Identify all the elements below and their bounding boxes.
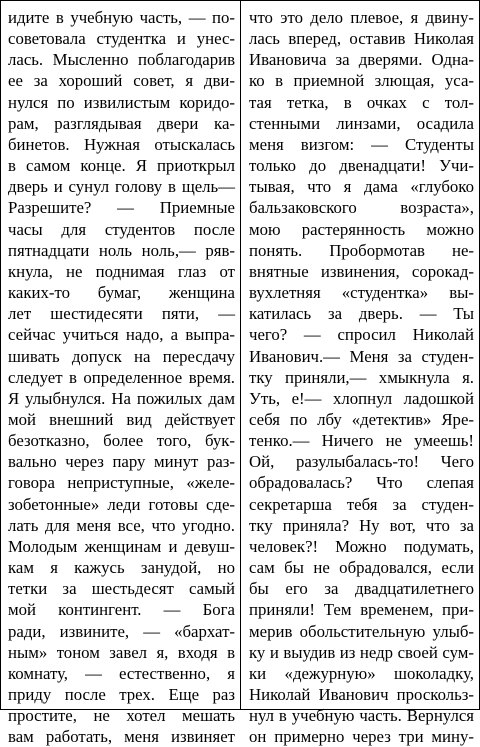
text-line: мою растерянность можно xyxy=(249,219,474,239)
text-line: стенными линзами, осадила xyxy=(249,113,474,133)
text-line: идите в учебную часть, — по- xyxy=(8,8,235,27)
text-line: комнату, — естественно, я xyxy=(8,663,235,683)
text-line: каких-то бумаг, женщина xyxy=(8,283,235,303)
text-line: дверь и сунул голову в щель— xyxy=(8,177,235,197)
text-line: лать для меня все, что угодно. xyxy=(8,515,235,535)
text-line: Николай Иванович проскольз- xyxy=(249,685,474,704)
text-line: лет шестидесяти пяти, — xyxy=(8,304,235,324)
text-line: кнула, не поднимая глаз от xyxy=(8,261,235,281)
text-line: катилась за дверь. — Ты xyxy=(249,304,474,324)
text-line: лась. Мысленно поблагодарив xyxy=(8,50,235,70)
text-line: ради, извините, — «бархат- xyxy=(8,621,235,641)
text-line: ее за хороший совет, я дви- xyxy=(8,71,235,91)
column-divider xyxy=(240,1,241,709)
text-line: Молодым женщинам и девуш- xyxy=(8,536,235,556)
text-line: меня визгом: — Студенты xyxy=(249,134,474,154)
text-line: тая тетка, в очках с тол- xyxy=(249,92,474,112)
text-line: приду после трех. Еще раз xyxy=(8,685,235,704)
text-line: говора неприступные, «желе- xyxy=(8,473,235,493)
text-line: приняли! Тем временем, при- xyxy=(249,600,474,620)
text-line: обрадовалась? Что слепая xyxy=(249,473,474,493)
text-line: лась вперед, оставив Николая xyxy=(249,29,474,49)
text-line: сейчас учиться надо, а выпра- xyxy=(8,325,235,345)
text-line: рам, разглядывая двери ка- xyxy=(8,113,235,133)
text-line: следует в определенное время. xyxy=(8,367,235,387)
left-text-column xyxy=(8,7,235,747)
text-line: только до двенадцати! Учи- xyxy=(249,156,474,176)
text-line: зобетонные» леди готовы сде- xyxy=(8,494,235,514)
text-line: тенко.— Ничего не умеешь! xyxy=(249,431,474,451)
text-line: советовала студентка и унес- xyxy=(8,29,235,49)
text-line: Разрешите? — Приемные xyxy=(8,198,235,218)
text-line: нулся по извилистым коридо- xyxy=(8,92,235,112)
text-line: секретарша тебя за студен- xyxy=(249,494,474,514)
text-line: мерив обольстительную улыб- xyxy=(249,621,474,641)
text-line: Уть, е!— хлопнул ладошкой xyxy=(249,388,474,408)
text-line: ки «дежурную» шоколадку, xyxy=(249,663,474,683)
text-line: пятнадцати ноль ноль,— ряв- xyxy=(8,240,235,260)
text-line: мой внешний вид действует xyxy=(8,409,235,429)
text-line: он примерно через три мину- xyxy=(249,727,474,747)
text-line: безотказно, более того, бук- xyxy=(8,431,235,451)
text-line: что это дело плевое, я двину- xyxy=(249,8,474,27)
text-line: бинетов. Нужная отыскалась xyxy=(8,134,235,154)
text-line: нул в учебную часть. Вернулся xyxy=(249,706,474,726)
text-line: шивать допуск на пересдачу xyxy=(8,346,235,366)
text-line: ко в приемной злющая, уса- xyxy=(249,71,474,91)
text-line: ным» тоном завел я, входя в xyxy=(8,642,235,662)
text-line: Ой, разулыбалась-то! Чего xyxy=(249,452,474,472)
text-line: тетки за шестьдесят самый xyxy=(8,579,235,599)
text-line: простите, не хотел мешать xyxy=(8,706,235,726)
text-line: внятные извинения, сорокад- xyxy=(249,261,474,281)
text-line: вально через пару минут раз- xyxy=(8,452,235,472)
text-line: бы его за двадцатилетнего xyxy=(249,579,474,599)
text-line: вам работать, меня извиняет xyxy=(8,727,235,747)
text-line: тку приняли,— хмыкнула я. xyxy=(249,367,474,387)
text-line: понять. Пробормотав не- xyxy=(249,240,474,260)
text-line: вухлетняя «студентка» вы- xyxy=(249,283,474,303)
text-line: себя по лбу «детектив» Яре- xyxy=(249,409,474,429)
text-line: человек?! Можно подумать, xyxy=(249,536,474,556)
right-text-column xyxy=(249,7,474,747)
text-line: часы для студентов после xyxy=(8,219,235,239)
text-line: в самом конце. Я приоткрыл xyxy=(8,156,235,176)
text-line: мой контингент. — Бога xyxy=(8,600,235,620)
text-line: ку и выудив из недр своей сум- xyxy=(249,642,474,662)
text-line: тывая, что я дама «глубоко xyxy=(249,177,474,197)
text-line: Я улыбнулся. На пожилых дам xyxy=(8,388,235,408)
text-line: сам бы не обрадовался, если xyxy=(249,558,474,578)
text-line: кам я кажусь занудой, но xyxy=(8,558,235,578)
text-line: бальзаковского возраста», xyxy=(249,198,474,218)
text-line: Ивановича за дверями. Одна- xyxy=(249,50,474,70)
text-line: чего? — спросил Николай xyxy=(249,325,474,345)
text-line: Иванович.— Меня за студен- xyxy=(249,346,474,366)
text-line: тку приняла? Ну вот, что за xyxy=(249,515,474,535)
